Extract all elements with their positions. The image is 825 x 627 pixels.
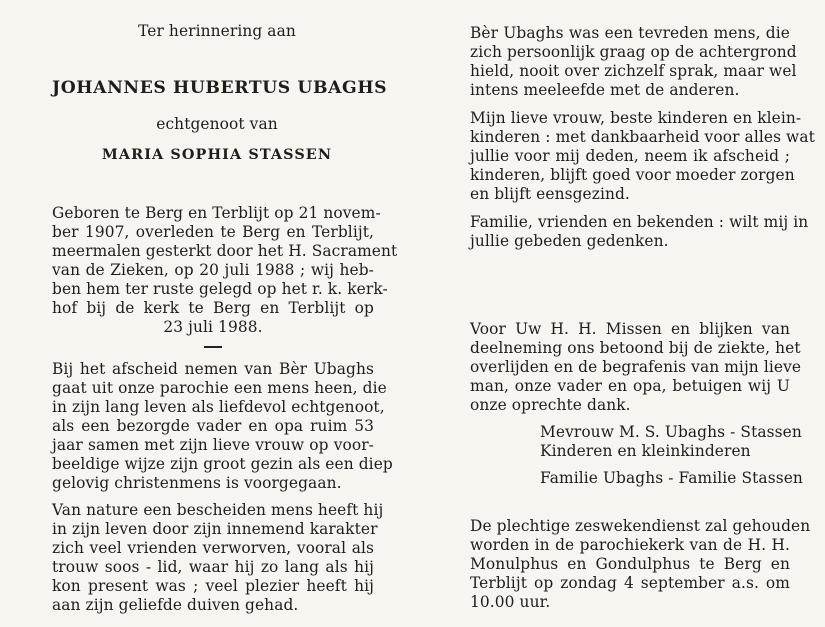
- service-line: 10.00 uur.: [470, 593, 551, 611]
- biography-line: Geboren te Berg en Terblijt op 21 novem-: [52, 204, 381, 222]
- tribute-line: gaat uit onze parochie een mens heen, die: [52, 379, 387, 397]
- biography-line: 23 juli 1988.: [163, 318, 263, 336]
- prayer-line: Familie, vrienden en bekenden : wilt mij in: [470, 213, 809, 231]
- spouse-name: MARIA SOPHIA STASSEN: [101, 146, 333, 163]
- biography-line: van de Zieken, op 20 juli 1988 ; wij heb-: [52, 261, 374, 279]
- thanks-line: onze oprechte dank.: [470, 396, 631, 414]
- divider: [204, 346, 222, 348]
- families-line: Familie Ubaghs - Familie Stassen: [540, 469, 803, 487]
- prayer-line: jullie gebeden gedenken.: [470, 232, 669, 250]
- service-line: worden in de parochiekerk van de H. H.: [470, 536, 790, 554]
- character-line: kon present was ; veel plezier heeft hij: [52, 577, 374, 595]
- personality-line: Bèr Ubaghs was een tevreden mens, die: [470, 24, 790, 42]
- spouse-label: echtgenoot van: [156, 115, 278, 133]
- farewell-line: kinderen, blijft goed voor moeder zorgen: [470, 166, 795, 184]
- service-line: De plechtige zeswekendienst zal gehouden: [470, 517, 811, 535]
- tribute-line: jaar samen met zijn lieve vrouw op voor-: [52, 436, 374, 454]
- tribute-line: als een bezorgde vader en opa ruim 53: [52, 417, 374, 435]
- character-line: Van nature een bescheiden mens heeft hij: [52, 501, 384, 519]
- tribute-line: Bij het afscheid nemen van Bèr Ubaghs: [52, 360, 374, 378]
- character-line: trouw soos - lid, waar hij zo lang als hij: [52, 558, 374, 576]
- biography-line: meermalen gesterkt door het H. Sacrament: [52, 242, 398, 260]
- character-line: aan zijn geliefde duiven gehad.: [52, 596, 299, 614]
- signature-line: Kinderen en kleinkinderen: [540, 442, 751, 460]
- personality-line: intens meeleefde met de anderen.: [470, 81, 740, 99]
- biography-line: hof bij de kerk te Berg en Terblijt op: [52, 299, 374, 317]
- farewell-line: kinderen : met dankbaarheid voor alles wat: [470, 128, 815, 146]
- biography-line: ben hem ter ruste gelegd op het r. k. kerk-: [52, 280, 388, 298]
- tribute-line: beeldige wijze zijn groot gezin als een diep: [52, 455, 393, 473]
- thanks-line: man, onze vader en opa, betuigen wij U: [470, 377, 790, 395]
- tribute-line: gelovig christenmens is voorgegaan.: [52, 474, 342, 492]
- signature-line: Mevrouw M. S. Ubaghs - Stassen: [540, 423, 802, 441]
- thanks-line: overlijden en de begrafenis van mijn lieve: [470, 358, 802, 376]
- service-line: Terblijt op zondag 4 september a.s. om: [470, 574, 790, 592]
- farewell-line: Mijn lieve vrouw, beste kinderen en klein-: [470, 109, 802, 127]
- tribute-line: in zijn lang leven als liefdevol echtgenoot,: [52, 398, 385, 416]
- deceased-name: JOHANNES HUBERTUS UBAGHS: [52, 78, 388, 98]
- thanks-line: deelneming ons betoond bij de ziekte, het: [470, 339, 801, 357]
- character-line: in zijn leven door zijn innemend karakter: [52, 520, 378, 538]
- thanks-line: Voor Uw H. H. Missen en blijken van: [470, 320, 790, 338]
- personality-line: hield, nooit over zichzelf sprak, maar wel: [470, 62, 797, 80]
- biography-line: ber 1907, overleden te Berg en Terblijt,: [52, 223, 374, 241]
- farewell-line: en blijft eensgezind.: [470, 185, 630, 203]
- farewell-line: jullie voor mij deden, neem ik afscheid ;: [470, 147, 790, 165]
- header-text: Ter herinnering aan: [138, 22, 296, 40]
- service-line: Monulphus en Gondulphus te Berg en: [470, 555, 790, 573]
- character-line: zich veel vrienden verworven, vooral als: [52, 539, 374, 557]
- personality-line: zich persoonlijk graag op de achtergrond: [470, 43, 797, 61]
